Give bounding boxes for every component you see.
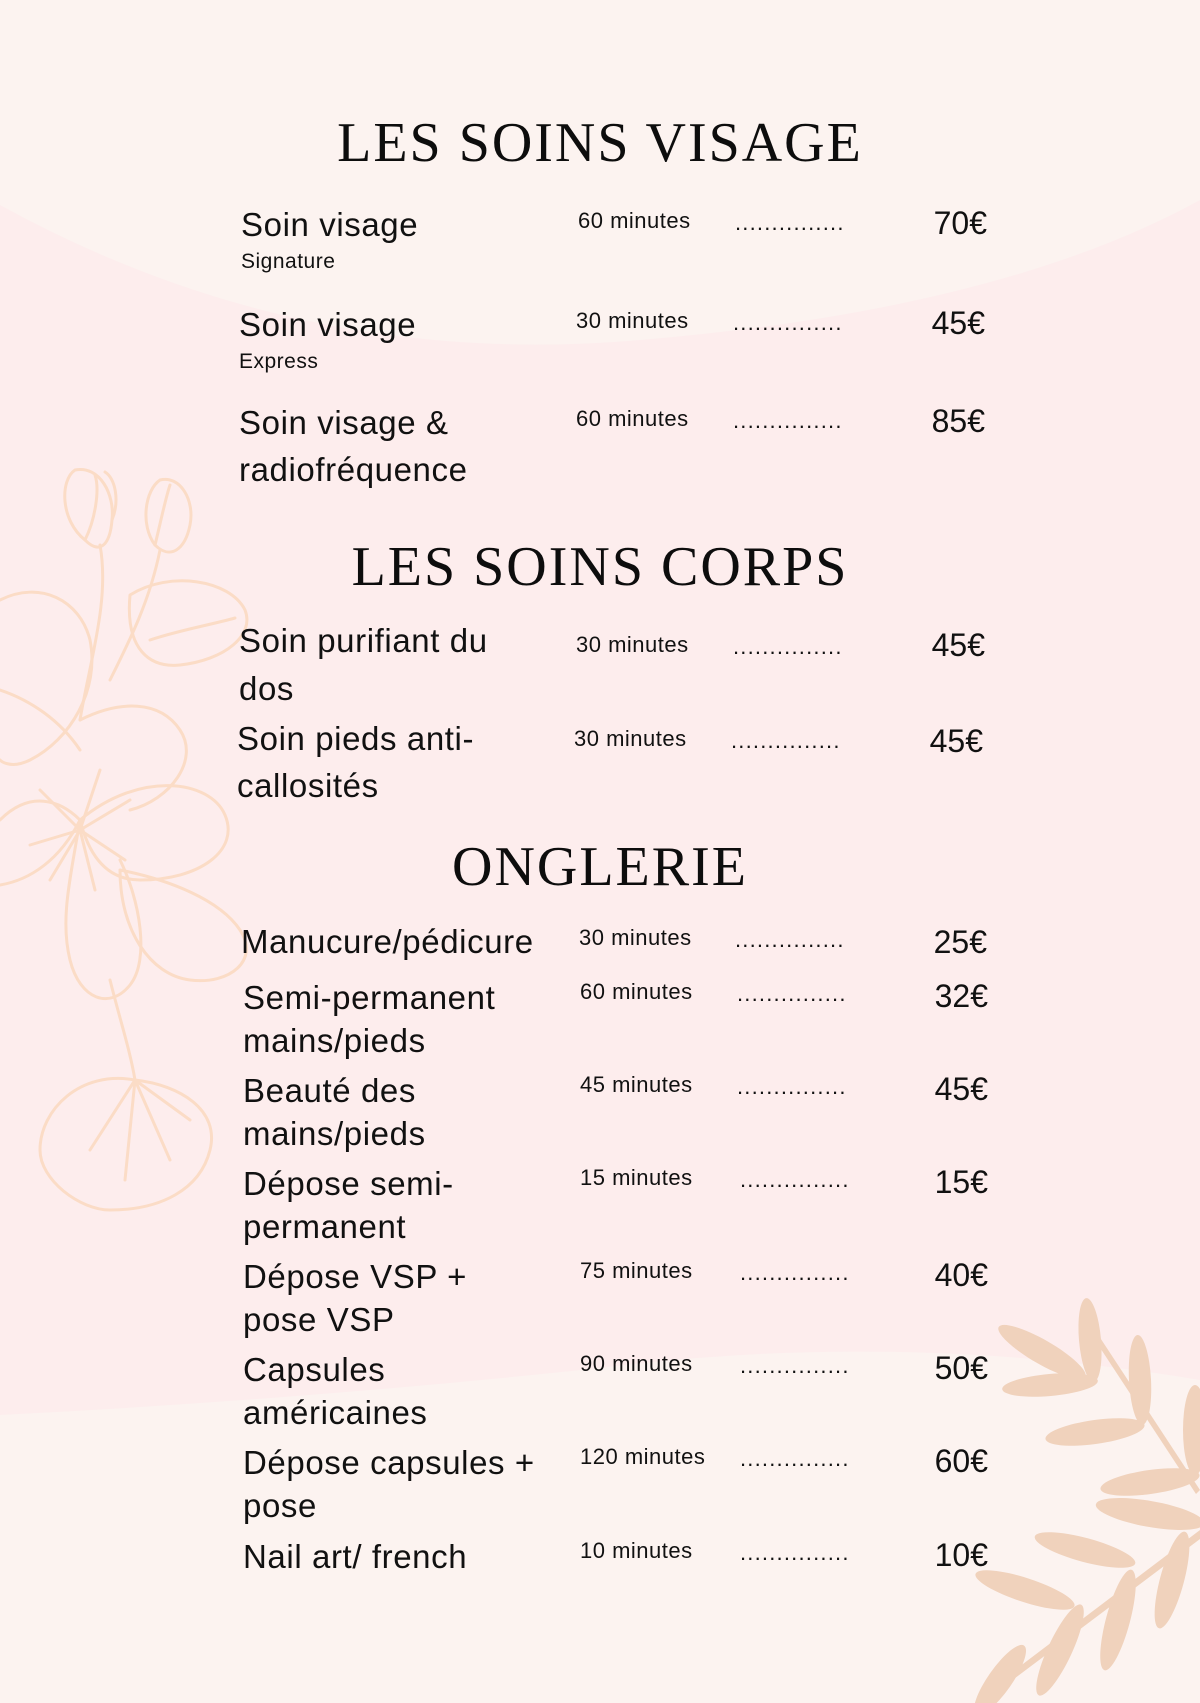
item-duration: 30 minutes	[576, 308, 689, 333]
section-title-soins-visage: LES SOINS VISAGE	[337, 112, 863, 174]
item-price: 40€	[934, 1257, 988, 1293]
item-price: 45€	[929, 723, 983, 759]
item-duration: 30 minutes	[574, 726, 687, 751]
item-name-line2: pose	[243, 1487, 317, 1524]
item-duration: 60 minutes	[580, 979, 693, 1004]
item-name: Soin pieds anti-	[237, 720, 475, 757]
price-item-capsules-americaines	[0, 1348, 1200, 1431]
item-duration: 60 minutes	[576, 406, 689, 431]
item-name-line2: américaines	[243, 1394, 428, 1431]
item-name: Soin visage	[241, 206, 419, 243]
item-leader-dots: ...............	[733, 310, 843, 335]
item-price: 25€	[933, 924, 987, 960]
item-leader-dots: ...............	[735, 927, 845, 952]
price-item-beaute-mains-pieds	[0, 1069, 1200, 1152]
item-name-line2: callosités	[237, 767, 379, 804]
item-name-line2: dos	[239, 670, 295, 707]
item-price: 45€	[931, 627, 985, 663]
item-duration: 60 minutes	[578, 208, 691, 233]
item-leader-dots: ...............	[733, 408, 843, 433]
price-item-depose-vsp-pose-vsp	[0, 1255, 1200, 1338]
item-name-line2: mains/pieds	[243, 1022, 426, 1059]
item-price: 50€	[934, 1350, 988, 1386]
item-name-line2: pose VSP	[243, 1301, 395, 1338]
item-leader-dots: ...............	[733, 634, 843, 659]
item-leader-dots: ...............	[740, 1540, 850, 1565]
item-duration: 15 minutes	[580, 1165, 693, 1190]
item-price: 32€	[934, 978, 988, 1014]
item-leader-dots: ...............	[731, 728, 841, 753]
item-leader-dots: ...............	[740, 1167, 850, 1192]
item-name-line2: mains/pieds	[243, 1115, 426, 1152]
item-name: Soin visage	[239, 306, 417, 343]
item-subtitle: Express	[239, 350, 319, 373]
item-duration: 30 minutes	[579, 925, 692, 950]
item-name: Dépose semi-	[243, 1165, 454, 1202]
price-item-depose-capsules-pose	[0, 1441, 1200, 1524]
item-name: Dépose capsules +	[243, 1444, 535, 1481]
item-duration: 75 minutes	[580, 1258, 693, 1283]
item-duration: 30 minutes	[576, 632, 689, 657]
price-item-soin-visage-signature	[0, 203, 1200, 273]
item-leader-dots: ...............	[737, 1074, 847, 1099]
item-name: Capsules	[243, 1351, 386, 1388]
item-duration: 120 minutes	[580, 1444, 706, 1469]
item-name: Semi-permanent	[243, 979, 496, 1016]
item-price: 60€	[934, 1443, 988, 1479]
item-duration: 10 minutes	[580, 1538, 693, 1563]
item-price: 45€	[931, 305, 985, 341]
price-item-soin-visage-express	[0, 303, 1200, 373]
item-subtitle: Signature	[241, 250, 336, 273]
item-name: Soin purifiant du	[239, 622, 488, 659]
section-title-onglerie: ONGLERIE	[452, 836, 748, 898]
price-item-soin-purifiant-dos	[0, 619, 1200, 707]
item-price: 45€	[934, 1071, 988, 1107]
price-item-manucure-pedicure	[0, 920, 1200, 960]
item-price: 70€	[933, 205, 987, 241]
item-price: 85€	[931, 403, 985, 439]
item-leader-dots: ...............	[740, 1446, 850, 1471]
item-name: Dépose VSP +	[243, 1258, 467, 1295]
price-item-soin-pieds-anti-callosites	[0, 717, 1200, 804]
item-name: Nail art/ french	[243, 1538, 468, 1575]
item-leader-dots: ...............	[740, 1353, 850, 1378]
price-item-soin-visage-radiofrequence	[0, 401, 1200, 488]
item-price: 10€	[934, 1537, 988, 1573]
item-name: Soin visage &	[239, 404, 449, 441]
item-leader-dots: ...............	[740, 1260, 850, 1285]
section-title-soins-corps: LES SOINS CORPS	[351, 536, 849, 598]
item-name-line2: permanent	[243, 1208, 407, 1245]
item-leader-dots: ...............	[737, 981, 847, 1006]
item-price: 15€	[934, 1164, 988, 1200]
item-duration: 45 minutes	[580, 1072, 693, 1097]
item-name-line2: radiofréquence	[239, 451, 468, 488]
item-name: Beauté des	[243, 1072, 416, 1109]
price-item-nail-art-french	[0, 1535, 1200, 1575]
item-name: Manucure/pédicure	[241, 923, 534, 960]
price-item-depose-semi-permanent	[0, 1162, 1200, 1245]
item-leader-dots: ...............	[735, 210, 845, 235]
item-duration: 90 minutes	[580, 1351, 693, 1376]
price-item-semi-permanent	[0, 976, 1200, 1059]
